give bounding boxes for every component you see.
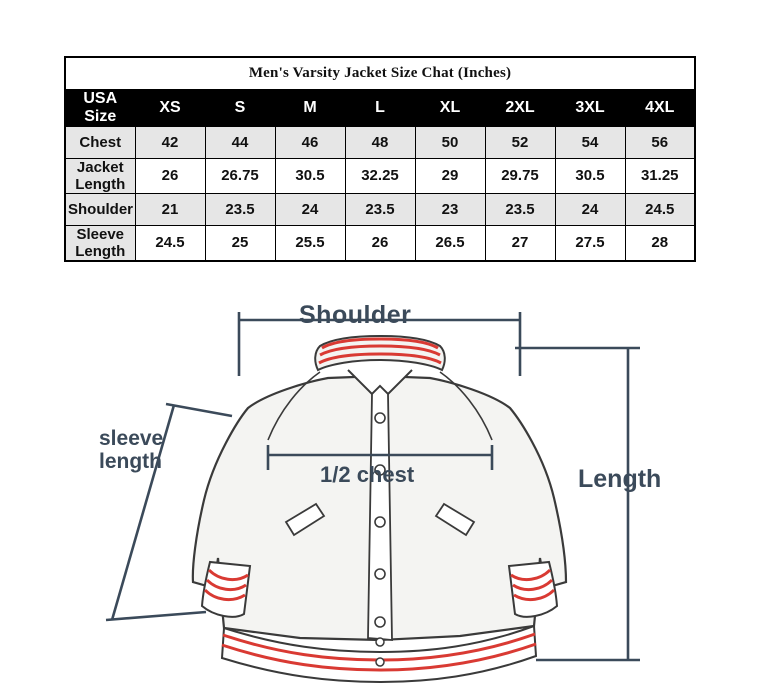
cell-chest-3xl: 54 xyxy=(555,126,625,158)
cell-shoulder-4xl: 24.5 xyxy=(625,193,695,225)
sleeve-label-line2: length xyxy=(99,449,162,473)
column-header-2xl: 2XL xyxy=(485,89,555,126)
cell-chest-2xl: 52 xyxy=(485,126,555,158)
cell-chest-l: 48 xyxy=(345,126,415,158)
cell-jacket-length-3xl: 30.5 xyxy=(555,158,625,193)
cell-sleeve-length-xs: 24.5 xyxy=(135,225,205,261)
size-chart-head xyxy=(65,57,695,89)
sleeve-label-line1: sleeve xyxy=(99,427,164,450)
cell-jacket-length-m: 30.5 xyxy=(275,158,345,193)
cell-sleeve-length-3xl: 27.5 xyxy=(555,225,625,261)
column-header-xs: XS xyxy=(135,89,205,126)
sleeve-length-label xyxy=(99,428,163,473)
cell-sleeve-length-2xl: 27 xyxy=(485,225,555,261)
sleeve-tick-bottom xyxy=(106,612,206,620)
column-header-3xl: 3XL xyxy=(555,89,625,126)
cell-chest-xl: 50 xyxy=(415,126,485,158)
jacket-measurement-diagram xyxy=(0,290,759,687)
cell-jacket-length-xs: 26 xyxy=(135,158,205,193)
cell-sleeve-length-s: 25 xyxy=(205,225,275,261)
cell-jacket-length-s: 26.75 xyxy=(205,158,275,193)
jacket-graphic xyxy=(193,336,566,682)
chart-title-row xyxy=(65,57,695,89)
size-chart-container xyxy=(64,56,696,262)
cell-sleeve-length-m: 25.5 xyxy=(275,225,345,261)
cell-sleeve-length-l: 26 xyxy=(345,225,415,261)
shoulder-label: Shoulder xyxy=(299,301,412,329)
column-header-s: S xyxy=(205,89,275,126)
page-title: Men's Varsity Jacket Size Chat (Inches) xyxy=(65,57,695,89)
column-header-usa-size: USA Size xyxy=(65,89,135,126)
column-header-m: M xyxy=(275,89,345,126)
cell-shoulder-s: 23.5 xyxy=(205,193,275,225)
half-chest-label: 1/2 chest xyxy=(320,462,415,487)
cell-chest-m: 46 xyxy=(275,126,345,158)
cell-jacket-length-2xl: 29.75 xyxy=(485,158,555,193)
cell-jacket-length-xl: 29 xyxy=(415,158,485,193)
column-header-row-group xyxy=(65,89,695,126)
row-label-shoulder: Shoulder xyxy=(65,193,135,225)
row-label-sleeve-length: Sleeve Length xyxy=(65,225,135,261)
cell-shoulder-l: 23.5 xyxy=(345,193,415,225)
table-row xyxy=(65,225,695,261)
cell-chest-s: 44 xyxy=(205,126,275,158)
cell-chest-xs: 42 xyxy=(135,126,205,158)
cell-shoulder-2xl: 23.5 xyxy=(485,193,555,225)
cell-shoulder-3xl: 24 xyxy=(555,193,625,225)
length-label: Length xyxy=(578,465,662,493)
sleeve-tick-top xyxy=(166,404,232,416)
size-chart-table xyxy=(64,56,696,262)
row-label-jacket-length: Jacket Length xyxy=(65,158,135,193)
cell-sleeve-length-4xl: 28 xyxy=(625,225,695,261)
table-header-row xyxy=(65,89,695,126)
cell-shoulder-xl: 23 xyxy=(415,193,485,225)
column-header-xl: XL xyxy=(415,89,485,126)
column-header-l: L xyxy=(345,89,415,126)
size-chart-body xyxy=(65,126,695,261)
cell-jacket-length-4xl: 31.25 xyxy=(625,158,695,193)
table-row xyxy=(65,158,695,193)
cell-chest-4xl: 56 xyxy=(625,126,695,158)
row-label-chest: Chest xyxy=(65,126,135,158)
cell-sleeve-length-xl: 26.5 xyxy=(415,225,485,261)
table-row xyxy=(65,126,695,158)
cell-shoulder-m: 24 xyxy=(275,193,345,225)
table-row xyxy=(65,193,695,225)
cell-jacket-length-l: 32.25 xyxy=(345,158,415,193)
column-header-4xl: 4XL xyxy=(625,89,695,126)
cell-shoulder-xs: 21 xyxy=(135,193,205,225)
